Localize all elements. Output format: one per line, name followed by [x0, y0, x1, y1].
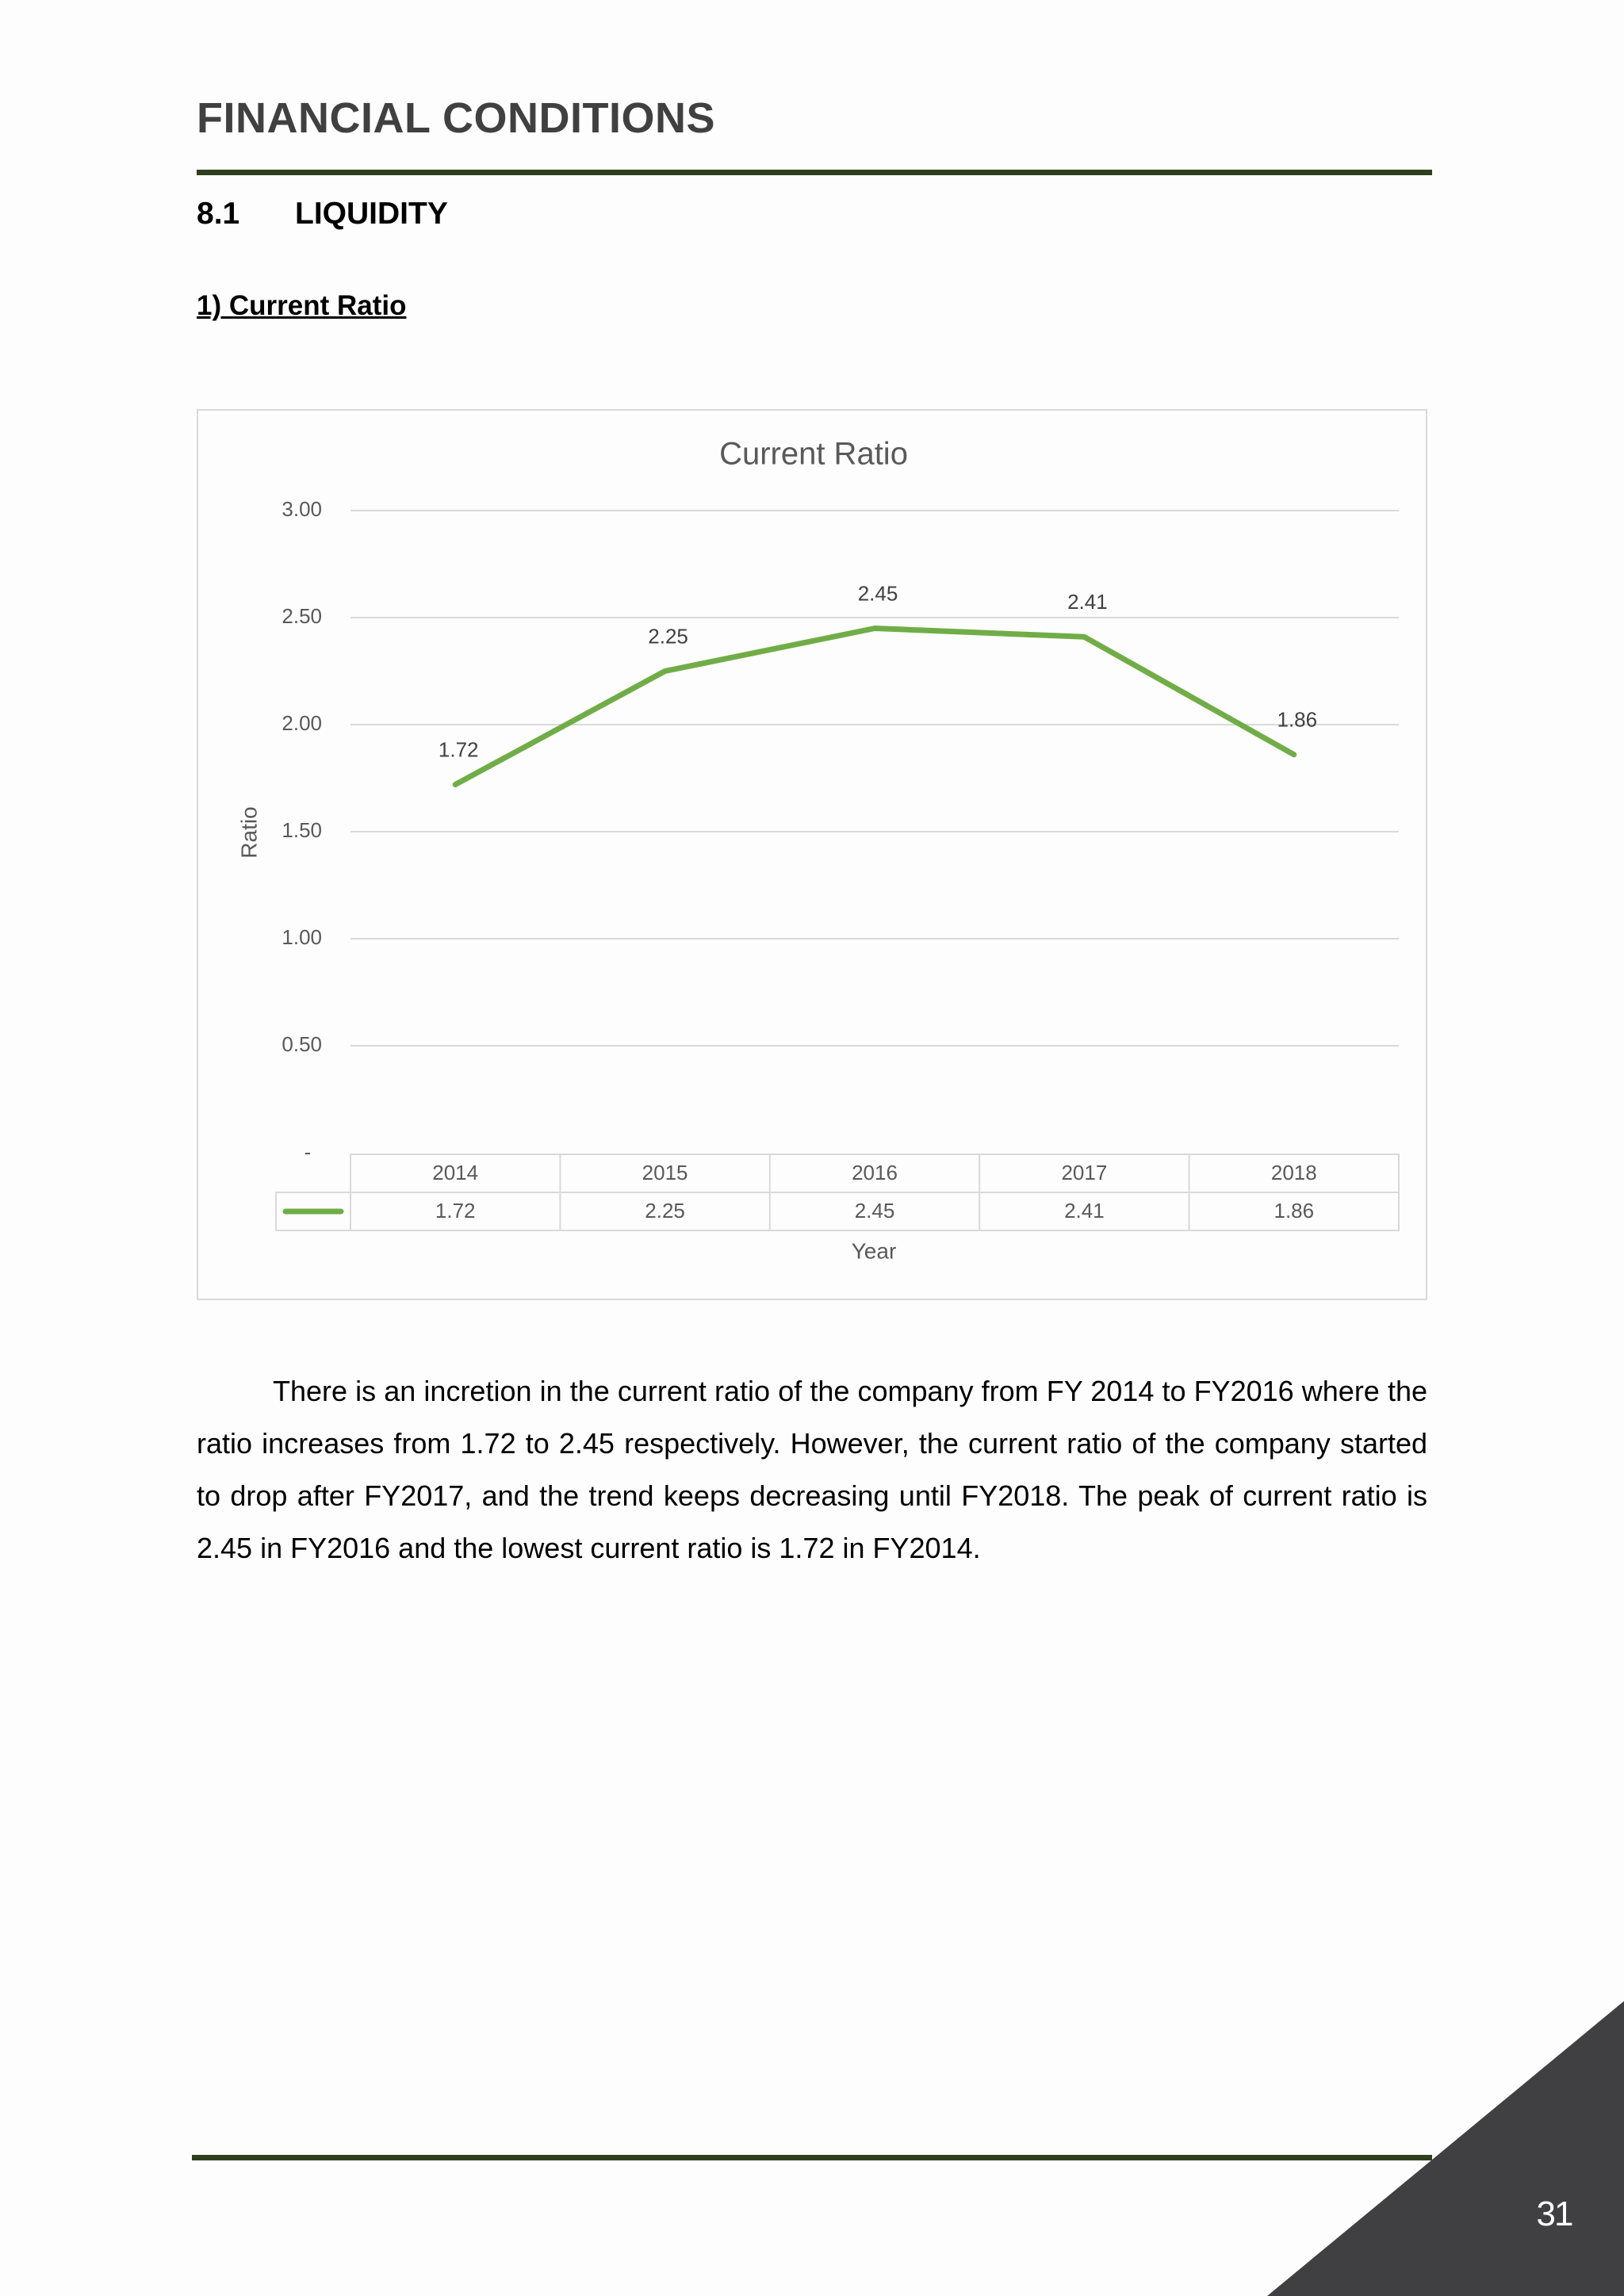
section-title: LIQUIDITY: [295, 197, 448, 231]
analysis-paragraph: There is an incretion in the current ratio of the company from FY 2014 to FY2016 where the ratio increases from 1.72 to 2.45 respectively. However, the current ratio of the company started to drop after FY2017, and the trend keeps decreasing until FY2018. The peak of current ratio is 2.45 in FY2016 and the lowest current ratio is 1.72 in FY2014.: [197, 1375, 1427, 1564]
data-label: 1.72: [438, 737, 479, 762]
y-axis-label: Ratio: [236, 806, 262, 859]
table-value: 1.72: [435, 1198, 476, 1223]
data-label: 2.41: [1067, 590, 1108, 614]
y-tick-label: 0.50: [282, 1031, 322, 1056]
y-tick-label: -: [304, 1139, 312, 1164]
subsection-heading: 1) Current Ratio: [197, 290, 407, 321]
table-value: 2.41: [1064, 1198, 1105, 1223]
data-label: 2.25: [648, 624, 688, 649]
table-value: 2.45: [854, 1198, 895, 1223]
page-title: FINANCIAL CONDITIONS: [197, 94, 715, 142]
y-tick-label: 1.00: [282, 924, 322, 949]
x-category-label: 2016: [852, 1160, 898, 1184]
table-value: 1.86: [1274, 1198, 1315, 1223]
y-tick-label: 1.50: [282, 817, 322, 842]
page-number: 31: [1536, 2195, 1572, 2233]
x-category-label: 2018: [1270, 1160, 1317, 1184]
section-number: 8.1: [197, 197, 240, 231]
chart-title: Current Ratio: [719, 436, 908, 472]
y-tick-label: 2.50: [282, 603, 322, 628]
x-category-label: 2015: [642, 1160, 688, 1184]
y-tick-label: 2.00: [282, 710, 322, 735]
table-value: 2.25: [645, 1198, 685, 1223]
x-axis-label: Year: [851, 1238, 897, 1264]
data-label: 2.45: [857, 581, 898, 606]
x-category-label: 2017: [1061, 1160, 1108, 1184]
data-label: 1.86: [1277, 707, 1318, 732]
y-tick-label: 3.00: [282, 496, 322, 521]
x-category-label: 2014: [432, 1160, 479, 1184]
